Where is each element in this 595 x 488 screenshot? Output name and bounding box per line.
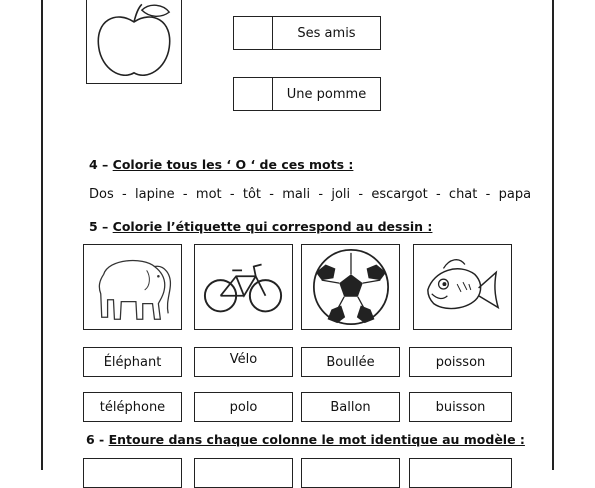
section-title: Colorie l’étiquette qui correspond au dessin : — [112, 219, 433, 234]
section-title: Colorie tous les ‘ O ‘ de ces mots : — [112, 157, 354, 172]
tag-telephone[interactable]: téléphone — [83, 392, 182, 422]
tag-elephant[interactable]: Éléphant — [83, 347, 182, 377]
word[interactable]: papa — [498, 187, 532, 202]
section-number: 4 – — [89, 157, 113, 172]
model-box — [194, 458, 293, 488]
section-4-heading — [89, 157, 353, 172]
ball-picture — [301, 244, 400, 330]
tag-velo[interactable]: Vélo — [194, 347, 293, 377]
word[interactable]: mali — [282, 187, 311, 202]
word-list: Dos - lapine - mot - tôt - mali - joli - escargot - chat - papa — [89, 187, 532, 202]
fish-picture — [413, 244, 512, 330]
section-title: Entoure dans chaque colonne le mot identique au modèle : — [108, 432, 525, 447]
section-number: 6 - — [86, 432, 109, 447]
section-number: 5 – — [89, 219, 113, 234]
apple-icon — [87, 0, 181, 83]
bicycle-picture — [194, 244, 293, 330]
elephant-picture — [83, 244, 182, 330]
word[interactable]: lapine — [134, 187, 175, 202]
word[interactable]: mot — [195, 187, 222, 202]
tag-buisson[interactable]: buisson — [409, 392, 512, 422]
check-square[interactable] — [234, 17, 273, 49]
model-box — [409, 458, 512, 488]
check-square[interactable] — [234, 78, 273, 110]
soccer-ball-icon — [302, 245, 399, 329]
elephant-icon — [84, 245, 181, 329]
section-5-heading — [89, 219, 432, 234]
bicycle-icon — [195, 245, 292, 329]
model-box — [83, 458, 182, 488]
word[interactable]: escargot — [371, 187, 428, 202]
match-label-une-pomme[interactable] — [233, 77, 381, 111]
tag-poisson[interactable]: poisson — [409, 347, 512, 377]
match-label-ses-amis[interactable] — [233, 16, 381, 50]
apple-picture — [86, 0, 182, 84]
match-label-text: Une pomme — [286, 86, 367, 102]
word[interactable]: chat — [448, 187, 478, 202]
tag-boullee[interactable]: Boullée — [301, 347, 400, 377]
match-label-text: Ses amis — [297, 25, 356, 41]
section-6-heading — [86, 432, 525, 447]
word[interactable]: tôt — [242, 187, 262, 202]
fish-icon — [414, 245, 511, 329]
tag-ballon[interactable]: Ballon — [301, 392, 400, 422]
tag-polo[interactable]: polo — [194, 392, 293, 422]
model-box — [301, 458, 400, 488]
page-border-left — [41, 0, 43, 470]
word[interactable]: Dos — [89, 187, 114, 202]
word[interactable]: joli — [331, 187, 351, 202]
page-border-right — [552, 0, 554, 470]
